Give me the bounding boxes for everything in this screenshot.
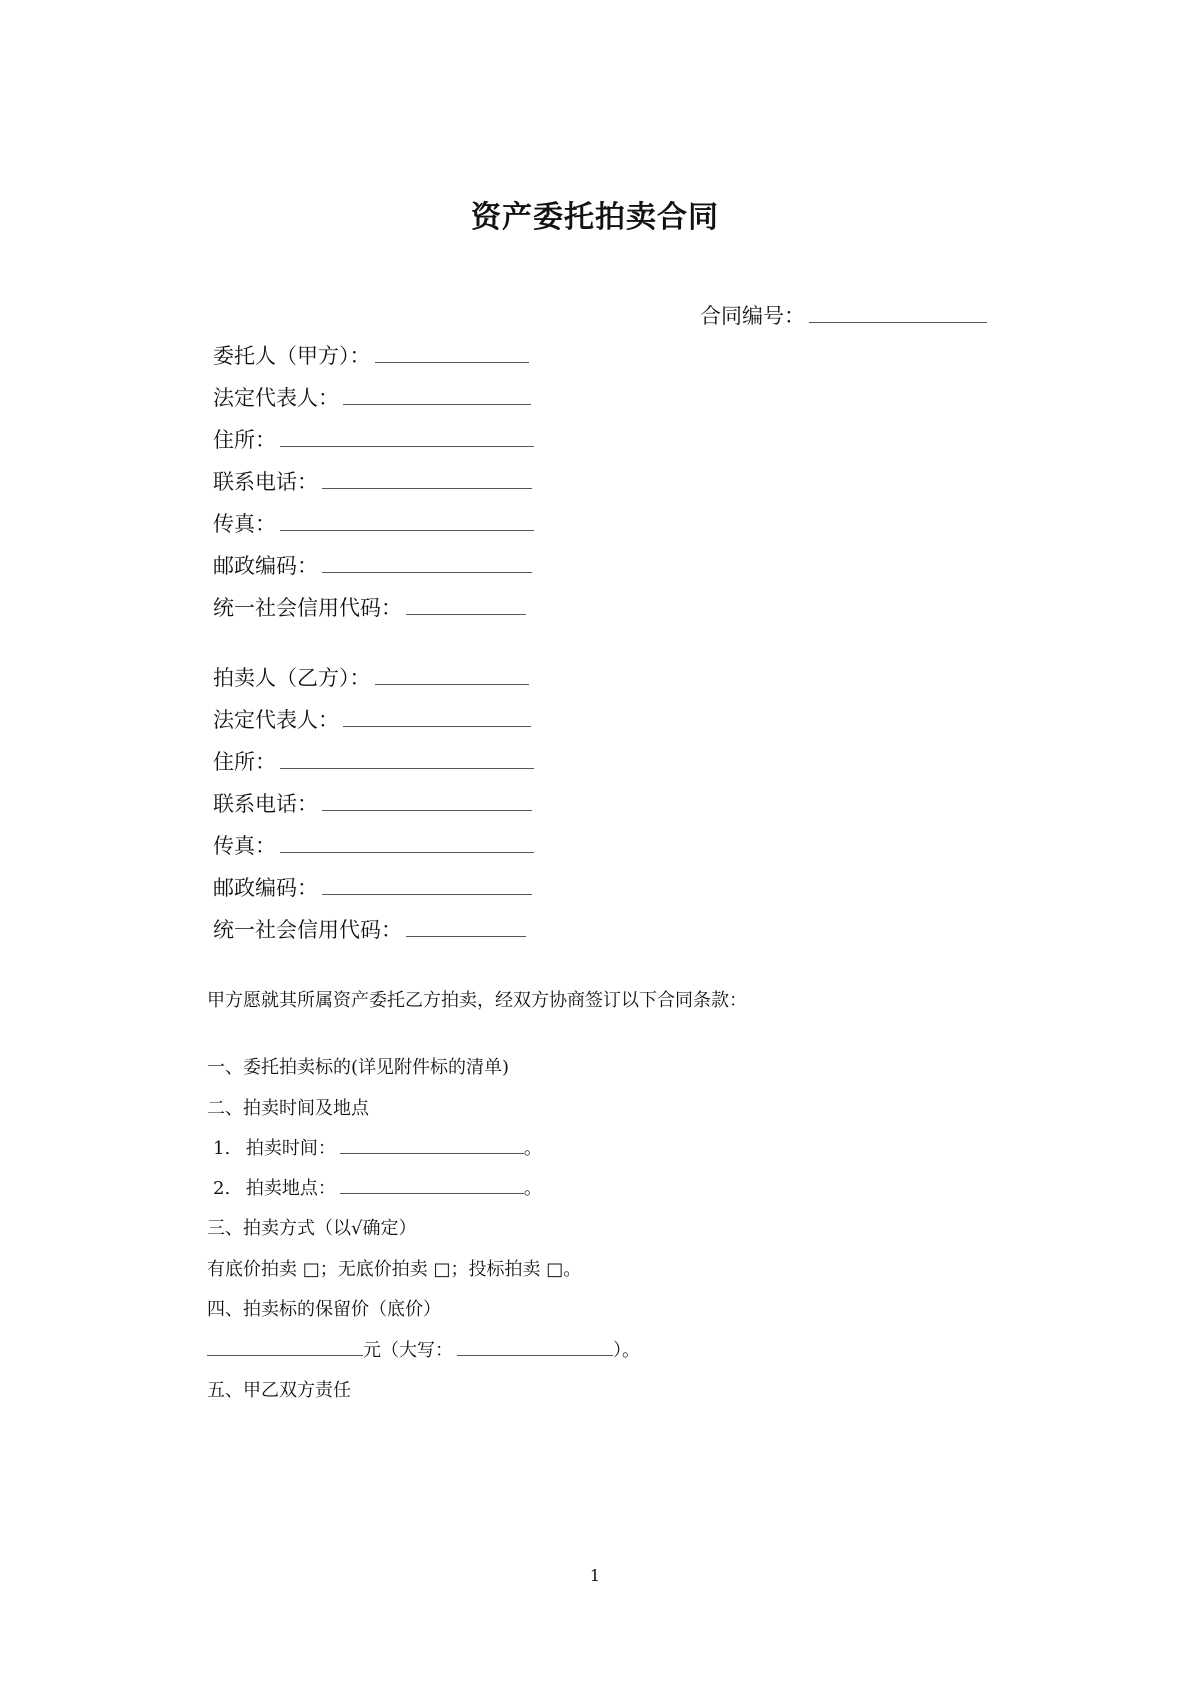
party-b-legal-rep-row: [213, 704, 531, 734]
closing-paren: ）。: [613, 1340, 640, 1361]
party-b-heading-row: [213, 662, 529, 692]
field-label: 邮政编码：: [213, 876, 318, 900]
party-a-fax-row: [213, 508, 534, 538]
reserve-price-row: [207, 1336, 640, 1362]
field-label: 法定代表人：: [213, 386, 339, 410]
field-label: 统一社会信用代码：: [213, 918, 402, 942]
field-label: 住所：: [213, 428, 276, 452]
auction-time-label: 拍卖时间：: [245, 1138, 336, 1159]
section-5-heading: 五、甲乙双方责任: [207, 1380, 351, 1401]
party-a-fax-blank[interactable]: [280, 529, 534, 531]
item-number: 2.: [213, 1178, 231, 1199]
auction-place-label: 拍卖地点：: [245, 1178, 336, 1199]
party-a-heading-row: [213, 340, 529, 370]
field-label: 传真：: [213, 834, 276, 858]
party-b-fax-blank[interactable]: [280, 851, 534, 853]
field-label: 邮政编码：: [213, 554, 318, 578]
page-number: 1: [589, 1566, 601, 1585]
checkbox-reserve-price[interactable]: □: [302, 1259, 320, 1280]
option-tender-label: 投标拍卖: [468, 1259, 541, 1280]
party-a-postcode-blank[interactable]: [322, 571, 532, 573]
section-2-heading: 二、拍卖时间及地点: [207, 1098, 369, 1119]
contract-number-label: 合同编号：: [700, 304, 805, 328]
party-a-credit-code-row: [213, 592, 526, 622]
party-a-address-row: [213, 424, 534, 454]
field-label: 法定代表人：: [213, 708, 339, 732]
party-b-legal-rep-blank[interactable]: [343, 725, 531, 727]
party-a-legal-rep-row: [213, 382, 531, 412]
period: 。: [563, 1259, 582, 1280]
party-b-fax-row: [213, 830, 534, 860]
auction-method-options: [207, 1255, 581, 1281]
party-b-credit-code-blank[interactable]: [406, 935, 526, 937]
auction-time-blank[interactable]: [340, 1152, 524, 1154]
party-a-credit-code-blank[interactable]: [406, 613, 526, 615]
field-label: 住所：: [213, 750, 276, 774]
party-a-legal-rep-blank[interactable]: [343, 403, 531, 405]
reserve-price-words-blank[interactable]: [457, 1354, 613, 1356]
separator: ；: [450, 1259, 469, 1280]
section-4-heading: 四、拍卖标的保留价（底价）: [207, 1299, 441, 1320]
reserve-price-amount-blank[interactable]: [207, 1354, 363, 1356]
contract-number-field: [700, 300, 987, 330]
field-label: 联系电话：: [213, 470, 318, 494]
party-a-postcode-row: [213, 550, 532, 580]
intro-paragraph: 甲方愿就其所属资产委托乙方拍卖，经双方协商签订以下合同条款：: [207, 990, 747, 1011]
checkbox-tender[interactable]: □: [546, 1259, 564, 1280]
page-title: 资产委托拍卖合同: [471, 200, 719, 235]
party-a-address-blank[interactable]: [280, 445, 534, 447]
auction-place-blank[interactable]: [340, 1192, 524, 1194]
party-b-phone-blank[interactable]: [322, 809, 532, 811]
option-reserve-price-label: 有底价拍卖: [207, 1259, 297, 1280]
section-3-heading: 三、拍卖方式（以√确定）: [207, 1218, 417, 1239]
section-1-heading: 一、委托拍卖标的(详见附件标的清单): [207, 1057, 510, 1078]
field-label: 统一社会信用代码：: [213, 596, 402, 620]
party-b-name-blank[interactable]: [375, 683, 529, 685]
party-a-phone-blank[interactable]: [322, 487, 532, 489]
party-a-heading: 委托人（甲方）：: [213, 344, 371, 368]
yuan-label: 元（大写：: [363, 1340, 453, 1361]
party-b-phone-row: [213, 788, 532, 818]
party-b-credit-code-row: [213, 914, 526, 944]
party-b-postcode-blank[interactable]: [322, 893, 532, 895]
party-a-name-blank[interactable]: [375, 361, 529, 363]
item-number: 1.: [213, 1138, 231, 1159]
checkbox-no-reserve[interactable]: □: [433, 1259, 451, 1280]
party-b-postcode-row: [213, 872, 532, 902]
party-b-address-row: [213, 746, 534, 776]
auction-place-row: [213, 1174, 542, 1200]
field-label: 传真：: [213, 512, 276, 536]
separator: ；: [319, 1259, 338, 1280]
auction-time-row: [213, 1134, 542, 1160]
party-a-phone-row: [213, 466, 532, 496]
field-label: 联系电话：: [213, 792, 318, 816]
party-b-heading: 拍卖人（乙方）：: [213, 666, 371, 690]
contract-number-blank[interactable]: [809, 321, 987, 323]
option-no-reserve-label: 无底价拍卖: [337, 1259, 428, 1280]
period: 。: [523, 1138, 542, 1159]
period: 。: [523, 1178, 542, 1199]
party-b-address-blank[interactable]: [280, 767, 534, 769]
